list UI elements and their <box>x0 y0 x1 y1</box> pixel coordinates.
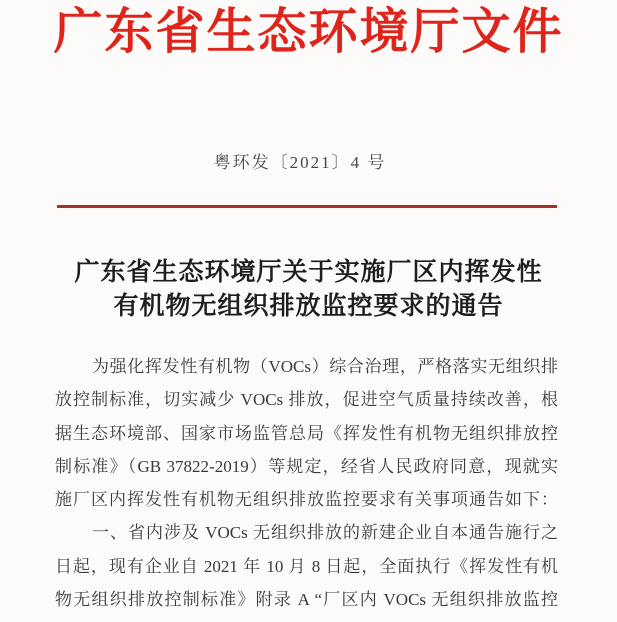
document-header-title: 广东省生态环境厅文件 <box>53 4 564 59</box>
body-paragraph2-line2: 日起，现有企业自 2021 年 10 月 8 日起，全面执行《挥发性有机 <box>55 556 558 576</box>
document-title-line2: 有机物无组织排放监控要求的通告 <box>113 292 504 320</box>
document-body <box>55 350 558 616</box>
document-number: 粤环发〔2021〕4 号 <box>213 153 387 172</box>
document-title-line1: 广东省生态环境厅关于实施厂区内挥发性 <box>74 258 543 286</box>
body-paragraph1-line1: 为强化挥发性有机物（VOCs）综合治理，严格落实无组织排 <box>92 357 558 376</box>
body-paragraph1-line5: 施厂区内挥发性有机物无组织排放监控要求有关事项通告如下： <box>55 490 558 510</box>
body-paragraph2-line1: 一、省内涉及 VOCs 无组织排放的新建企业自本通告施行之 <box>92 523 558 543</box>
document-title <box>0 255 617 323</box>
body-paragraph1-line3: 据生态环境部、国家市场监管总局《挥发性有机物无组织排放控 <box>55 423 558 443</box>
red-divider-rule <box>57 205 557 208</box>
body-paragraph2-line3: 物无组织排放控制标准》附录 A “厂区内 VOCs 无组织排放监控 <box>55 590 558 610</box>
body-paragraph1-line4: 制标准》（GB 37822-2019）等规定，经省人民政府同意，现就实 <box>55 456 558 476</box>
body-paragraph1-line2: 放控制标准，切实减少 VOCs 排放，促进空气质量持续改善，根 <box>55 390 558 410</box>
